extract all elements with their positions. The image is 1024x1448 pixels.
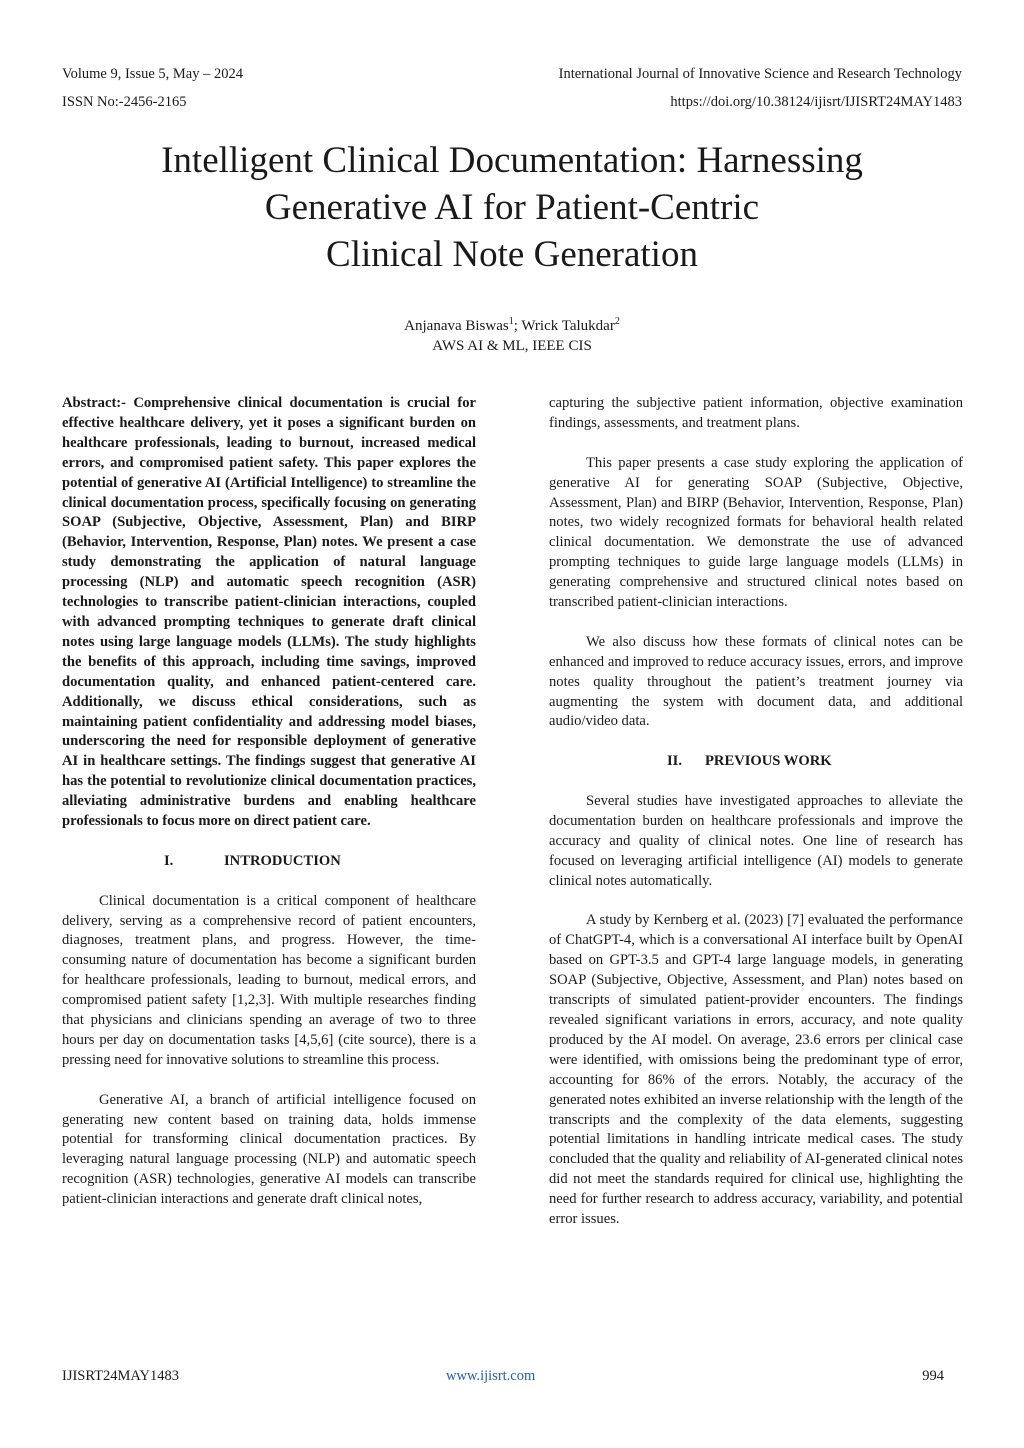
- paragraph-case-study: This paper presents a case study exploring the application of generative AI for generating SOAP (Subjective, Objective, Assessment, Plan) and BIRP (Behavior, Intervention, Response, Plan) notes, two widely recognized formats for behavioral health related clinical documentation. We demonstrate the use of advanced prompting techniques to guide large language models (LLMs) in generating comprehensive and structured clinical notes based on transcribed patient-clinician interactions.: [549, 454, 963, 611]
- right-column: [549, 394, 963, 1230]
- section-number: I.: [164, 852, 174, 869]
- left-column: [62, 394, 476, 1210]
- header-issn: ISSN No:-2456-2165: [62, 94, 187, 110]
- section-number: II.: [667, 753, 683, 770]
- header-doi-link[interactable]: https://doi.org/10.38124/ijisrt/IJISRT24MAY1483: [670, 94, 962, 110]
- author-affiliation: AWS AI & ML, IEEE CIS: [432, 338, 592, 354]
- author-name-2: Wrick Talukdar: [521, 318, 615, 334]
- author-name-1: Anjanava Biswas: [404, 318, 509, 334]
- section-heading-introduction: [62, 852, 476, 872]
- abstract: Abstract:- Comprehensive clinical documentation is crucial for effective healthcare delivery, yet it poses a significant burden on healthcare professionals, leading to burnout, increased medical errors, and compromised patient safety. This paper explores the potential of generative AI (Artificial Intelligence) to streamline the clinical documentation process, specifically focusing on generating SOAP (Subjective, Objective, Assessment, Plan) and BIRP (Behavior, Intervention, Response, Plan) notes. We present a case study demonstrating the application of natural language processing (NLP) and automatic speech recognition (ASR) technologies to transcribe patient-clinician interactions, coupled with advanced prompting techniques to generate draft clinical notes using large language models (LLMs). The study highlights the benefits of this approach, including time savings, improved documentation quality, and enhanced patient-centered care. Additionally, we discuss ethical considerations, such as maintaining patient confidentiality and addressing model biases, underscoring the need for responsible deployment of generative AI in healthcare settings. The findings suggest that generative AI has the potential to revolutionize clinical documentation practices, alleviating administrative burdens and enabling healthcare professionals to focus more on direct patient care.: [62, 395, 476, 830]
- author-separator: ;: [513, 318, 522, 334]
- section-title: INTRODUCTION: [224, 852, 341, 869]
- footer-page-number: 994: [922, 1368, 944, 1384]
- paragraph-prior-studies: Several studies have investigated approaches to alleviate the documentation burden on healthcare professionals and improve the accuracy and quality of clinical notes. One line of research has focused on leveraging artificial intelligence (AI) models to generate clinical notes automatically.: [549, 793, 963, 889]
- author-1-affiliation-mark: 1: [508, 316, 514, 327]
- continued-paragraph: capturing the subjective patient information, objective examination findings, assessments, and treatment plans.: [549, 395, 963, 431]
- header-volume: Volume 9, Issue 5, May – 2024: [62, 66, 243, 82]
- header-journal-name: International Journal of Innovative Science and Research Technology: [558, 66, 962, 82]
- author-2-affiliation-mark: 2: [614, 316, 620, 327]
- intro-paragraph-1: Clinical documentation is a critical component of healthcare delivery, serving as a comprehensive record of patient encounters, diagnoses, treatment plans, and progress. However, the time-consuming nature of documentation has become a significant burden for healthcare professionals, leading to burnout, medical errors, and compromised patient safety [1,2,3]. With multiple researches finding that physicians and clinicians spending an average of two to three hours per day on documentation tasks [4,5,6] (cite source), there is a pressing need for innovative solutions to streamline this process.: [62, 892, 476, 1068]
- section-title: PREVIOUS WORK: [705, 753, 832, 770]
- paragraph-kernberg-study: A study by Kernberg et al. (2023) [7] evaluated the performance of ChatGPT-4, which is a conversational AI interface built by OpenAI based on GPT-3.5 and GPT-4 large language models, in generating SOAP (Subjective, Objective, Assessment, and Plan) notes based on transcripts of simulated patient-provider encounters. The findings revealed significant variations in errors, accuracy, and note quality produced by the AI model. On average, 23.6 errors per clinical case were identified, with omissions being the predominant type of error, accounting for 86% of the errors. Notably, the accuracy of the generated notes exhibited an inverse relationship with the length of the transcripts and the complexity of the data elements, suggesting potential limitations in handling intricate medical cases. The study concluded that the quality and reliability of AI-generated clinical notes did not meet the standards required for clinical use, highlighting the need for further research to address accuracy, variability, and potential error issues.: [549, 912, 963, 1228]
- footer-paper-id: IJISRT24MAY1483: [62, 1368, 180, 1384]
- intro-paragraph-2: Generative AI, a branch of artificial intelligence focused on generating new content based on training data, holds immense potential for transforming clinical documentation practices. By leveraging natural language processing (NLP) and automatic speech recognition (ASR) technologies, generative AI models can transcribe patient-clinician interactions and generate draft clinical notes,: [62, 1091, 476, 1208]
- title-line-2: Generative AI for Patient-Centric: [264, 187, 760, 228]
- section-heading-previous-work: [549, 752, 963, 772]
- paragraph-enhancements: We also discuss how these formats of clinical notes can be enhanced and improved to reduce accuracy issues, errors, and improve notes quality throughout the patient’s treatment journey via augmenting the system with document data, and additional audio/video data.: [549, 633, 963, 730]
- title-line-1: Intelligent Clinical Documentation: Harnessing: [161, 140, 863, 181]
- footer-website-link[interactable]: www.ijisrt.com: [446, 1368, 536, 1384]
- author-block: [62, 316, 962, 356]
- title-line-3: Clinical Note Generation: [326, 234, 698, 275]
- paper-title: [62, 137, 962, 278]
